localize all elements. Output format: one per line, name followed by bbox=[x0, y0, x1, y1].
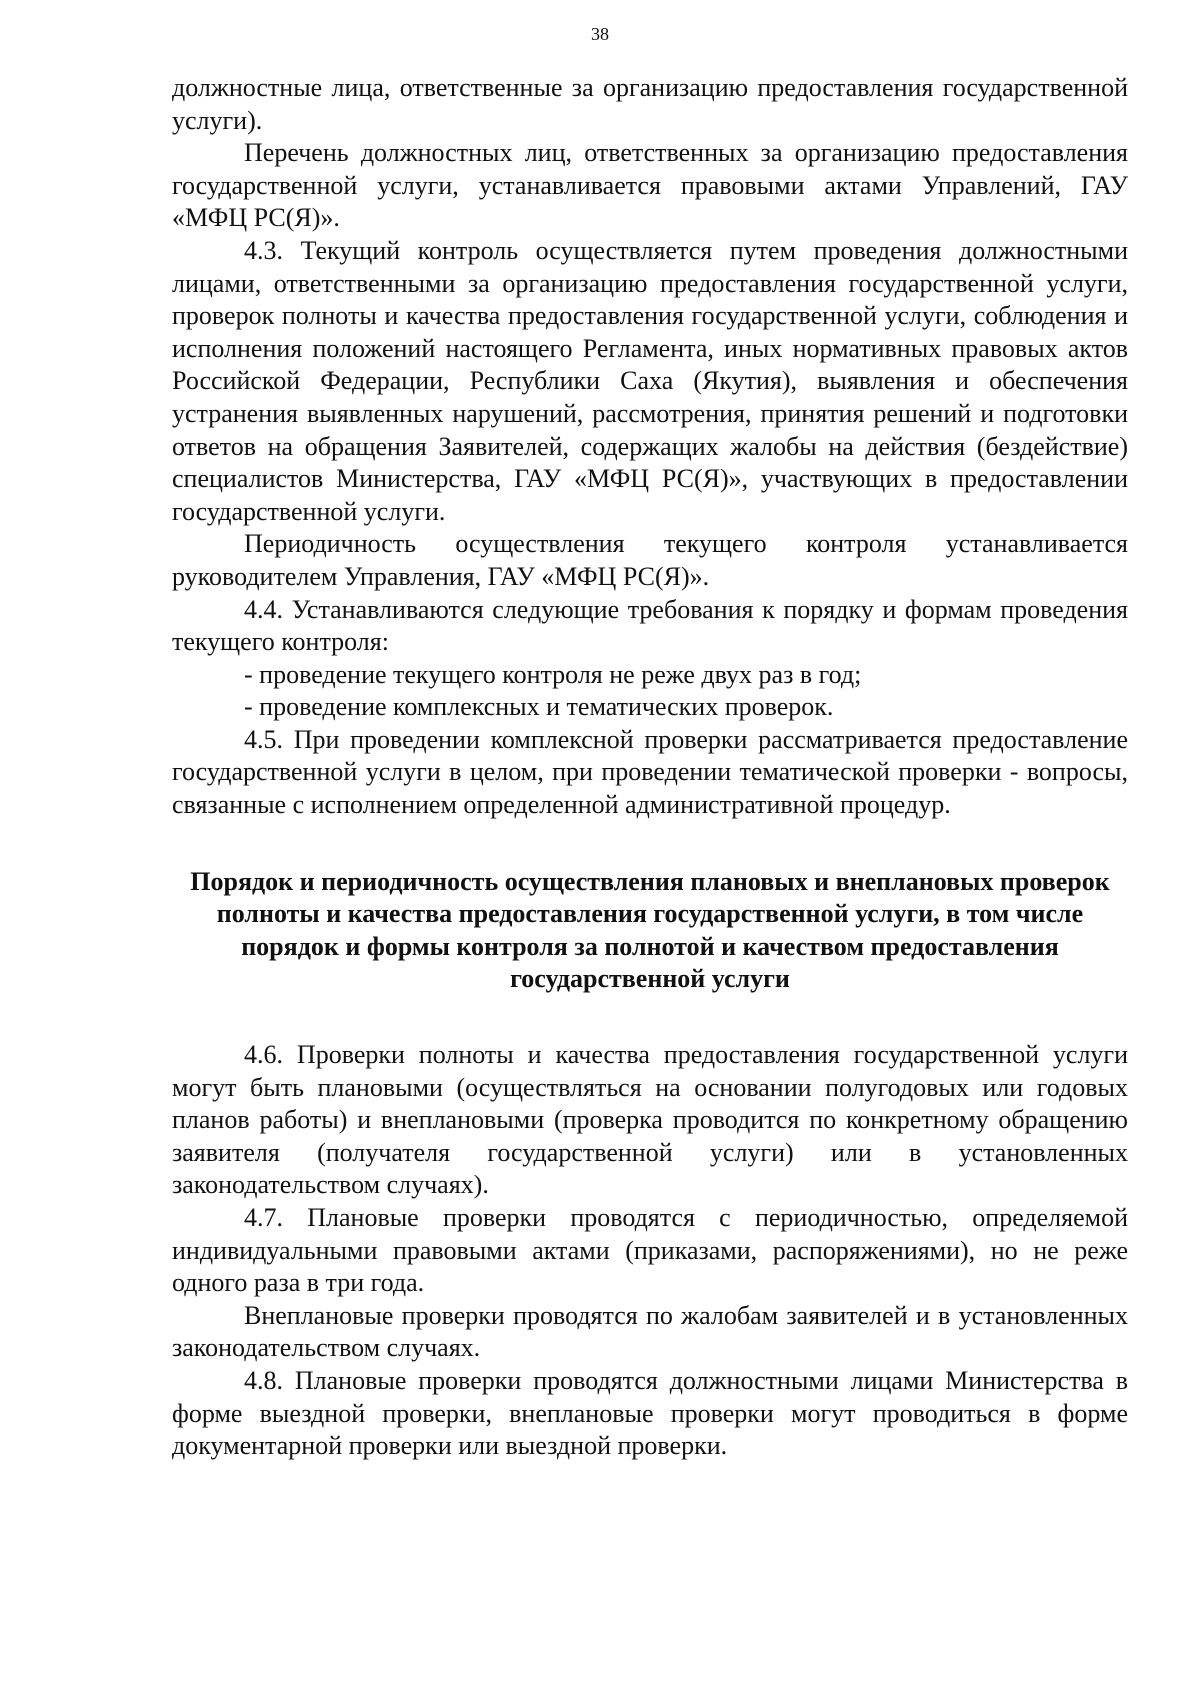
paragraph-officials-list: Перечень должностных лиц, ответственных за организацию предоставления государственной услуги, устанавливается правовыми актами Управлений, ГАУ «МФЦ РС(Я)». bbox=[172, 138, 1128, 233]
page-number: 38 bbox=[591, 24, 609, 44]
paragraph-4-7: 4.7. Плановые проверки проводятся с периодичностью, определяемой индивидуальными правовыми актами (приказами, распоряжениями), но не реже одного раза в три года. bbox=[172, 1203, 1128, 1298]
list-item-complex-thematic: - проведение комплексных и тематических проверок. bbox=[244, 692, 834, 722]
paragraph-control-frequency: Периодичность осуществления текущего контроля устанавливается руководителем Управления, ГАУ «МФЦ РС(Я)». bbox=[172, 529, 1128, 591]
paragraph-unscheduled-checks: Внеплановые проверки проводятся по жалобам заявителей и в установленных законодательством случаях. bbox=[172, 1300, 1128, 1363]
paragraph-responsible-officials: должностные лица, ответственные за организацию предоставления государственной услуги). bbox=[172, 73, 1128, 135]
paragraph-4-4: 4.4. Устанавливаются следующие требования к порядку и формам проведения текущего контроля: bbox=[172, 594, 1128, 657]
list-item-twice-a-year: - проведение текущего контроля не реже двух раз в год; bbox=[244, 659, 862, 689]
paragraph-4-5: 4.5. При проведении комплексной проверки рассматривается предоставление государственной услуги в целом, при проведении тематической проверки - вопросы, связанные с исполнением определенной административной процедур. bbox=[172, 724, 1128, 820]
paragraph-4-6: 4.6. Проверки полноты и качества предоставления государственной услуги могут быть плановыми (осуществляться на основании полугодовых или годовых планов работы) и внеплановыми (проверка проводится по конкретному обращению заявителя (получателя государственной услуги) или в установленных законодательством случаях). bbox=[172, 1040, 1128, 1200]
paragraph-4-8: 4.8. Плановые проверки проводятся должностными лицами Министерства в форме выездной проверки, внеплановые проверки могут проводиться в форме документарной проверки или выездной проверки. bbox=[172, 1365, 1128, 1461]
section-heading: Порядок и периодичность осуществления плановых и внеплановых проверок полноты и качества предоставления государственной услуги, в том числе порядок и формы контроля за полнотой и качеством предоставления государственной услуги bbox=[190, 866, 1110, 994]
document-body bbox=[172, 72, 1128, 1463]
paragraph-4-3: 4.3. Текущий контроль осуществляется путем проведения должностными лицами, ответственными за организацию предоставления государственной услуги, проверок полноты и качества предоставления государственной услуги, соблюдения и исполнения положений настоящего Регламента, иных нормативных правовых актов Российской Федерации, Республики Саха (Якутия), выявления и обеспечения устранения выявленных нарушений, рассмотрения, принятия решений и подготовки ответов на обращения Заявителей, содержащих жалобы на действия (бездействие) специалистов Министерства, ГАУ «МФЦ РС(Я)», участвующих в предоставлении государственной услуги. bbox=[172, 235, 1128, 526]
